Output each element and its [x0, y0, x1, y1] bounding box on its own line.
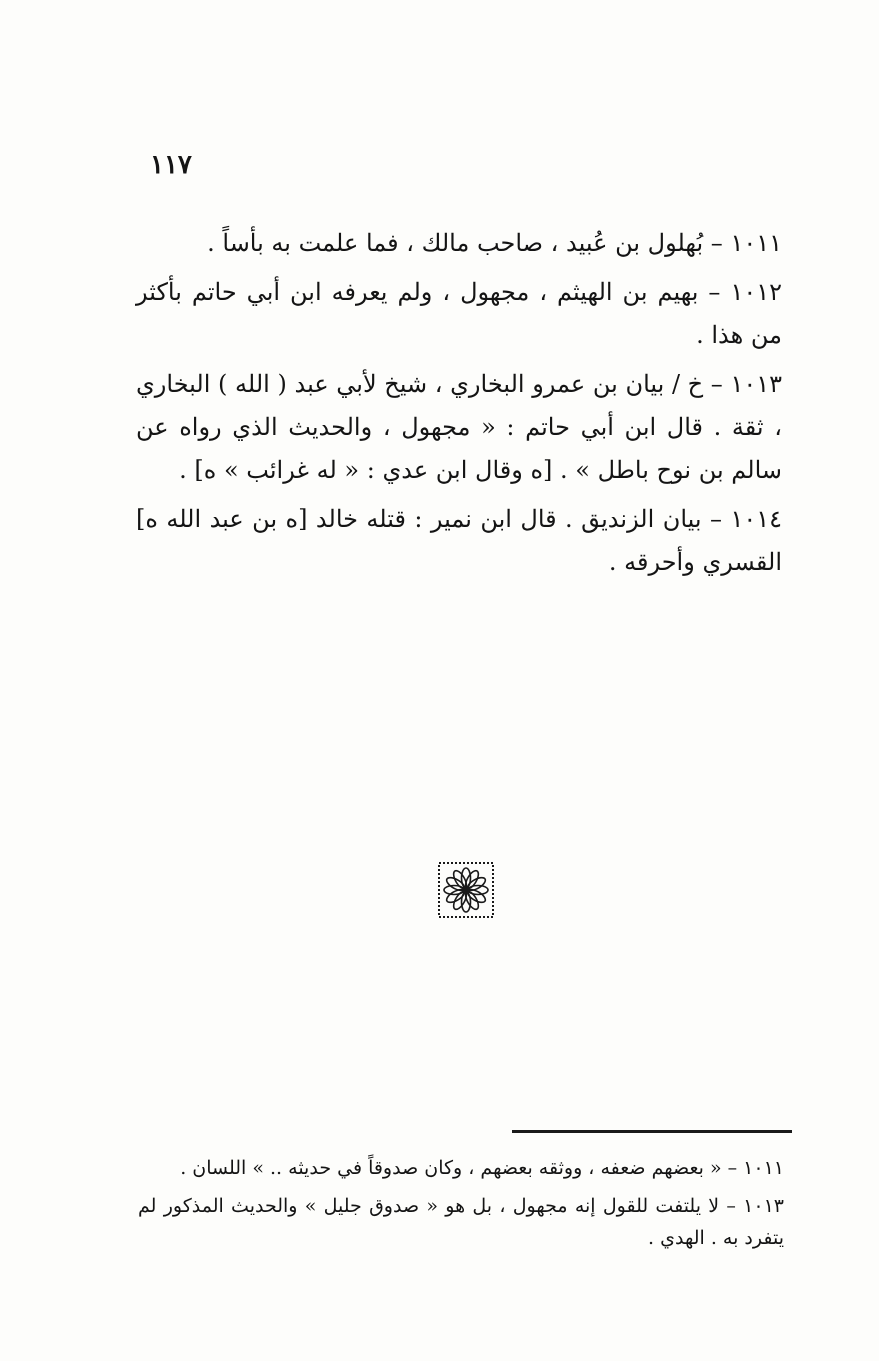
entry-1014: ١٠١٤ – بيان الزنديق . قال ابن نمير : قتله خالد [ه بن عبد الله ه] القسري وأحرقه . [136, 505, 782, 576]
entry-1012: ١٠١٢ – بهيم بن الهيثم ، مجهول ، ولم يعرفه ابن أبي حاتم بأكثر من هذا . [136, 278, 782, 349]
footnote-1011: ١٠١١ – « بعضهم ضعفه ، ووثقه بعضهم ، وكان صدوقاً في حديثه .. » اللسان . [180, 1157, 784, 1179]
footnote-divider [512, 1130, 792, 1133]
footnote-1013: ١٠١٣ – لا يلتفت للقول إنه مجهول ، بل هو « صدوق جليل » والحديث المذكور لم يتفرد به . الهدي . [138, 1195, 784, 1249]
entry-1011: ١٠١١ – بُهلول بن عُبيد ، صاحب مالك ، فما علمت به بأساً . [207, 229, 782, 257]
page-number: ١١٧ [150, 150, 192, 180]
floral-ornament-icon [436, 860, 496, 920]
main-text [136, 222, 782, 590]
footnotes [138, 1152, 784, 1260]
entry-1013: ١٠١٣ – خ / بيان بن عمرو البخاري ، شيخ لأبي عبد ( الله ) البخاري ، ثقة . قال ابن أبي حاتم : « مجهول ، والحديث الذي رواه عن سالم بن نوح باطل » . [ه وقال ابن عدي : « له غرائب » ه] . [136, 370, 782, 484]
